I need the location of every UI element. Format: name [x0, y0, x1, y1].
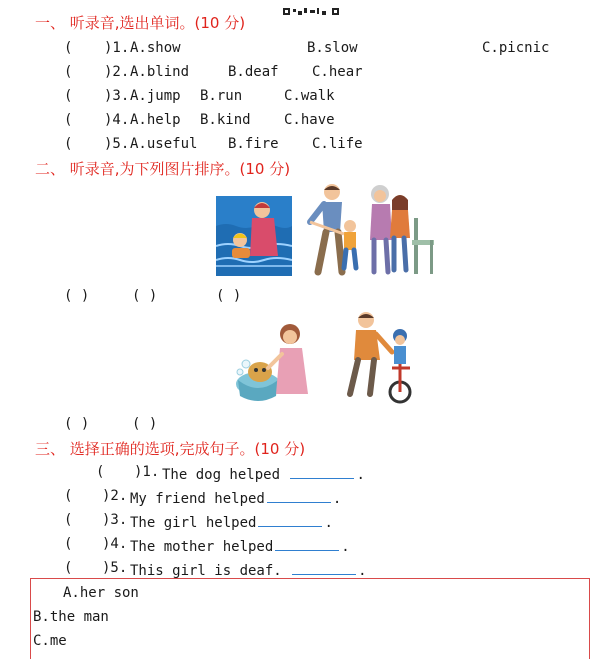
sentence-text: This girl is deaf. — [130, 563, 282, 579]
option-b: B.slow — [307, 40, 358, 56]
answer-paren[interactable]: ( — [64, 112, 73, 128]
answer-paren[interactable]: ( — [64, 536, 73, 552]
section3-row-4 — [64, 536, 444, 554]
sentence-end: . — [332, 491, 342, 507]
answer-paren[interactable]: ( — [64, 64, 73, 80]
question-number: )5. — [104, 136, 130, 152]
answer-blank[interactable] — [292, 560, 356, 575]
answer-paren[interactable]: ( — [64, 136, 73, 152]
option-c: C.hear — [312, 64, 363, 80]
option-c: C.life — [312, 136, 363, 152]
section3-title: 三、 选择正确的选项,完成句子。(10 分) — [35, 440, 306, 458]
qr-code-fragment — [283, 0, 339, 7]
options-box — [30, 578, 590, 659]
option-a-item: A.her son — [63, 585, 139, 601]
answer-paren[interactable]: ( — [64, 560, 73, 576]
answer-paren[interactable]: ( — [64, 88, 73, 104]
section3-row-1 — [96, 464, 436, 482]
father-teaching-bike-picture — [340, 308, 420, 404]
sentence-text: The dog helped — [162, 467, 281, 483]
answer-paren[interactable]: ( — [64, 40, 73, 56]
question-number: )1. — [104, 40, 130, 56]
answer-blank[interactable] — [275, 536, 339, 551]
question-number: )1. — [134, 464, 160, 480]
section2-order-row-2 — [64, 416, 224, 434]
section1-row-5 — [64, 136, 584, 154]
option-c: C.picnic — [482, 40, 550, 56]
section1-row-4 — [64, 112, 584, 130]
order-blank-4[interactable]: ( ) — [64, 416, 90, 432]
answer-paren[interactable]: ( — [64, 488, 73, 504]
order-blank-3[interactable]: ( ) — [216, 288, 242, 304]
order-blank-5[interactable]: ( ) — [132, 416, 158, 432]
section3-row-2 — [64, 488, 444, 506]
question-number: )3. — [104, 88, 130, 104]
answer-paren[interactable]: ( — [96, 464, 105, 480]
girl-helping-grandma-picture — [364, 182, 436, 278]
question-number: )3. — [102, 512, 128, 528]
sentence-end: . — [324, 515, 333, 531]
option-b: B.run — [200, 88, 243, 104]
question-number: )5. — [102, 560, 128, 576]
section1-row-3 — [64, 88, 584, 106]
question-number: )2. — [104, 64, 130, 80]
option-a: A.help — [130, 112, 181, 128]
option-c: C.have — [284, 112, 335, 128]
section3-row-3 — [64, 512, 444, 530]
father-helping-child-picture — [292, 182, 370, 278]
option-a: A.blind — [130, 64, 190, 80]
option-a: A.jump — [130, 88, 181, 104]
option-b-item: B.the man — [33, 609, 109, 625]
section2-title: 二、 听录音,为下列图片排序。(10 分) — [35, 160, 291, 178]
option-b: B.fire — [228, 136, 279, 152]
section1-title: 一、 听录音,选出单词。(10 分) — [35, 14, 246, 32]
answer-blank[interactable] — [258, 512, 322, 527]
option-a: A.useful — [130, 136, 198, 152]
answer-blank[interactable] — [290, 464, 354, 479]
sentence-text: The mother helped — [130, 539, 274, 555]
sentence-end: . — [356, 467, 365, 483]
section3-row-5 — [64, 560, 444, 578]
option-b: B.deaf — [228, 64, 279, 80]
order-blank-1[interactable]: ( ) — [64, 288, 90, 304]
option-c-item: C.me — [33, 633, 67, 649]
option-a: A.show — [130, 40, 181, 56]
option-c: C.walk — [284, 88, 335, 104]
sentence-text: My friend helped — [130, 491, 265, 507]
section1-row-1 — [64, 40, 584, 58]
grandma-washing-dog-picture — [232, 318, 322, 404]
sentence-text: The girl helped — [130, 515, 257, 531]
swimming-lesson-picture — [216, 196, 292, 276]
sentence-end: . — [341, 539, 350, 555]
answer-paren[interactable]: ( — [64, 512, 73, 528]
answer-blank[interactable] — [267, 488, 331, 503]
section1-row-2 — [64, 64, 584, 82]
order-blank-2[interactable]: ( ) — [132, 288, 158, 304]
question-number: )4. — [104, 112, 130, 128]
option-b: B.kind — [200, 112, 251, 128]
sentence-end: . — [358, 563, 367, 579]
question-number: )4. — [102, 536, 128, 552]
question-number: )2. — [102, 488, 128, 504]
section2-order-row-1 — [64, 288, 304, 306]
